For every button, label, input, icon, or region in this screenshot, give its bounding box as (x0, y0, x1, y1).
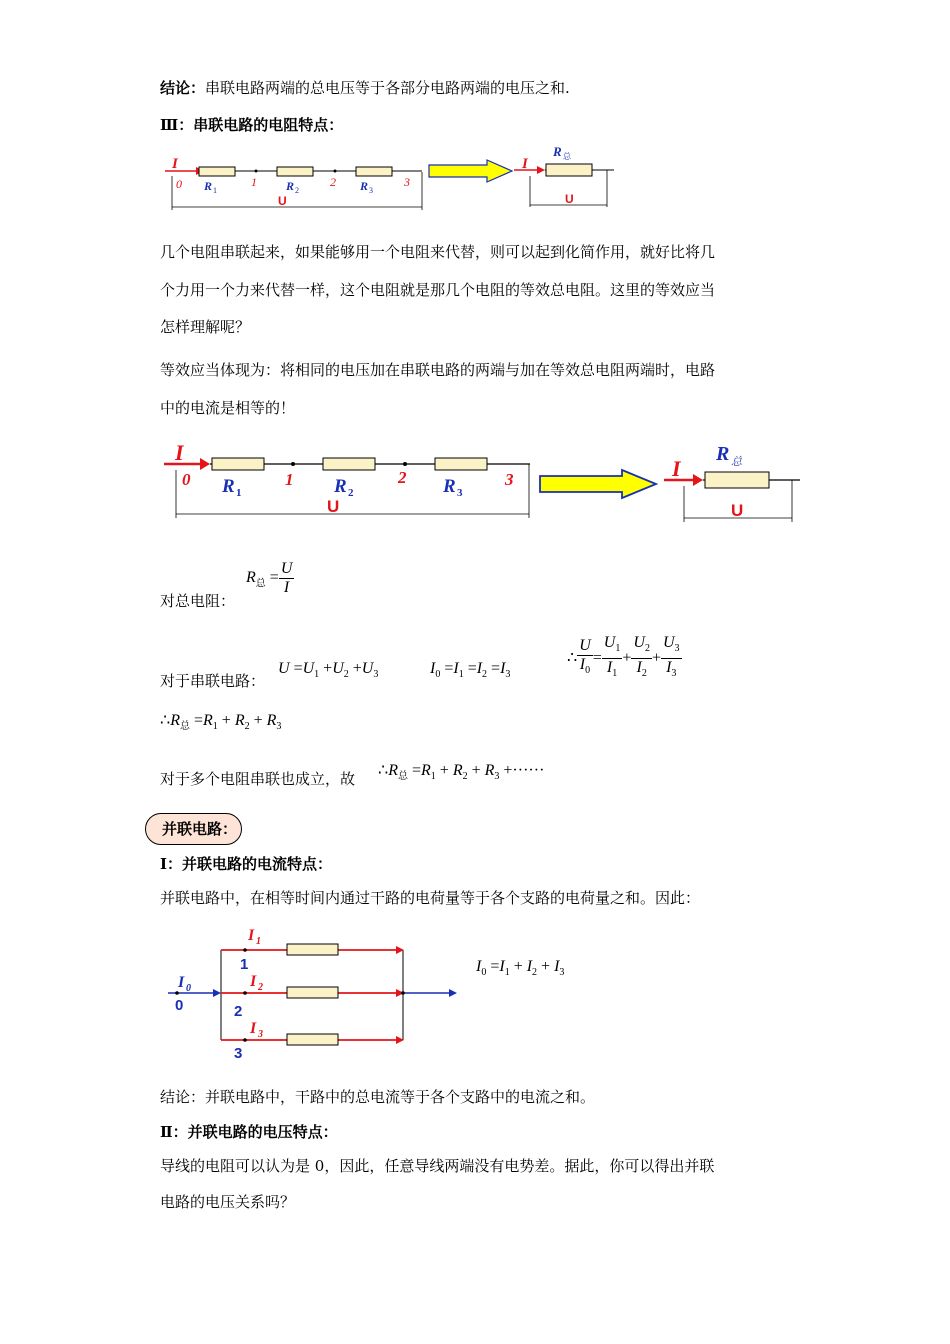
parallel-resistor-2 (287, 987, 338, 998)
resistor-r2-small (277, 167, 313, 176)
section-parallel-voltage-title: Ⅱ：并联电路的电压特点： (160, 1123, 338, 1141)
svg-text:总: 总 (563, 152, 571, 161)
resistor-r1 (212, 458, 264, 470)
svg-text:2: 2 (295, 186, 299, 195)
svg-text:U: U (327, 497, 340, 516)
label-series-circuit: 对于串联电路： (160, 672, 266, 690)
svg-text:2: 2 (348, 487, 354, 499)
formula-resistance-sum: $\therefore R_总 =R_1 + R_2 + R_3$ (160, 712, 282, 733)
large-series-diagram (164, 440, 800, 522)
svg-text:1: 1 (285, 470, 294, 489)
svg-text:3: 3 (404, 175, 410, 189)
svg-text:R: R (222, 476, 235, 497)
svg-text:I: I (248, 927, 255, 944)
paragraph-parallel-voltage-2: 电路的电压关系吗？ (160, 1193, 296, 1211)
equivalence-arrow (540, 470, 656, 498)
svg-text:3: 3 (505, 470, 514, 489)
resistor-r1-small (199, 167, 235, 176)
formula-current-equal: $I_0 =I_1 =I_2 =I_3$ (430, 660, 511, 681)
parallel-resistor-3 (287, 1034, 338, 1045)
svg-text:总: 总 (731, 455, 742, 468)
svg-text:R: R (716, 443, 730, 465)
paragraph-parallel-current: 并联电路中，在相等时间内通过干路的电荷量等于各个支路的电荷量之和。因此： (160, 889, 701, 907)
svg-text:3: 3 (234, 1045, 243, 1062)
small-series-diagram (165, 144, 614, 210)
svg-text:I: I (522, 156, 528, 172)
paragraph-equivalent-3: 怎样理解呢？ (160, 318, 251, 336)
svg-text:2: 2 (330, 175, 336, 189)
resistor-r3 (435, 458, 487, 470)
section-parallel-current-title: Ⅰ：并联电路的电流特点： (160, 855, 333, 873)
resistor-r2 (323, 458, 375, 470)
conclusion-series-voltage: 结论：串联电路两端的总电压等于各部分电路两端的电压之和. (160, 79, 570, 97)
svg-text:1: 1 (240, 956, 249, 973)
formula-resistance-general: $\therefore R_总 =R_1 + R_2 + R_3$ +······ (378, 762, 545, 783)
svg-text:3: 3 (457, 487, 463, 499)
svg-text:0: 0 (182, 470, 191, 489)
svg-text:1: 1 (256, 936, 261, 947)
svg-text:3: 3 (258, 1029, 263, 1040)
svg-text:U: U (565, 192, 574, 206)
svg-text:R: R (286, 179, 295, 193)
paragraph-equivalent-2: 个力用一个力来代替一样，这个电阻就是那几个电阻的等效总电阻。这里的等效应当 (160, 281, 716, 299)
svg-text:3: 3 (369, 186, 373, 195)
svg-text:0: 0 (176, 177, 182, 191)
svg-text:R: R (553, 144, 562, 159)
svg-text:R: R (204, 179, 213, 193)
svg-text:U: U (278, 194, 287, 208)
resistor-total (705, 472, 769, 488)
paragraph-equivalence-2: 中的电流是相等的！ (160, 399, 296, 417)
svg-text:I: I (178, 974, 185, 991)
parallel-circuit-title-badge: 并联电路： (145, 813, 242, 845)
svg-text:R: R (334, 476, 347, 497)
svg-text:0: 0 (186, 983, 191, 994)
resistor-total-small (546, 164, 592, 176)
section-series-resistance-title: Ⅲ：串联电路的电阻特点： (160, 116, 344, 134)
svg-text:I: I (172, 156, 178, 172)
formula-r-total: $R_总$ = $\frac{U}{I}$ (246, 560, 293, 596)
svg-text:U: U (731, 501, 744, 520)
paragraph-equivalent-1: 几个电阻串联起来，如果能够用一个电阻来代替，则可以起到化简作用，就好比将几 (160, 243, 716, 261)
formula-ratio-sum: ∴ $\frac{U}{I_0}$ = $\frac{U_1}{I_1}$ + $\frac{U_2}{I_2}$ + $\frac{U_3}{I_3}$ (567, 634, 680, 680)
svg-text:1: 1 (251, 175, 257, 189)
resistor-r3-small (356, 167, 392, 176)
label-many-resistors: 对于多个电阻串联也成立，故 (160, 770, 356, 788)
parallel-circuit-diagram (168, 927, 457, 1062)
svg-text:1: 1 (236, 487, 242, 499)
formula-voltage-sum: $U =U_1 +U_2 +U_3$ (278, 660, 379, 681)
svg-text:I: I (175, 440, 184, 465)
svg-text:I: I (250, 973, 257, 990)
svg-text:2: 2 (234, 1003, 243, 1020)
svg-text:I: I (672, 456, 681, 481)
paragraph-parallel-voltage-1: 导线的电阻可以认为是 0，因此，任意导线两端没有电势差。据此，你可以得出并联 (160, 1157, 715, 1175)
svg-text:R: R (443, 476, 456, 497)
paragraph-equivalence-1: 等效应当体现为：将相同的电压加在串联电路的两端与加在等效总电阻两端时，电路 (160, 361, 716, 379)
svg-text:2: 2 (258, 982, 263, 993)
parallel-resistor-1 (287, 944, 338, 955)
svg-text:0: 0 (175, 997, 184, 1014)
svg-text:2: 2 (398, 468, 407, 487)
conclusion-parallel-current: 结论：并联电路中，干路中的总电流等于各个支路中的电流之和。 (160, 1088, 596, 1106)
equivalence-arrow-small (429, 160, 512, 182)
svg-text:1: 1 (213, 186, 217, 195)
svg-text:R: R (360, 179, 369, 193)
label-total-resistance: 对总电阻： (160, 592, 236, 610)
svg-text:I: I (250, 1020, 257, 1037)
formula-parallel-current: $I_0 =I_1 + I_2 + I_3$ (476, 958, 565, 979)
